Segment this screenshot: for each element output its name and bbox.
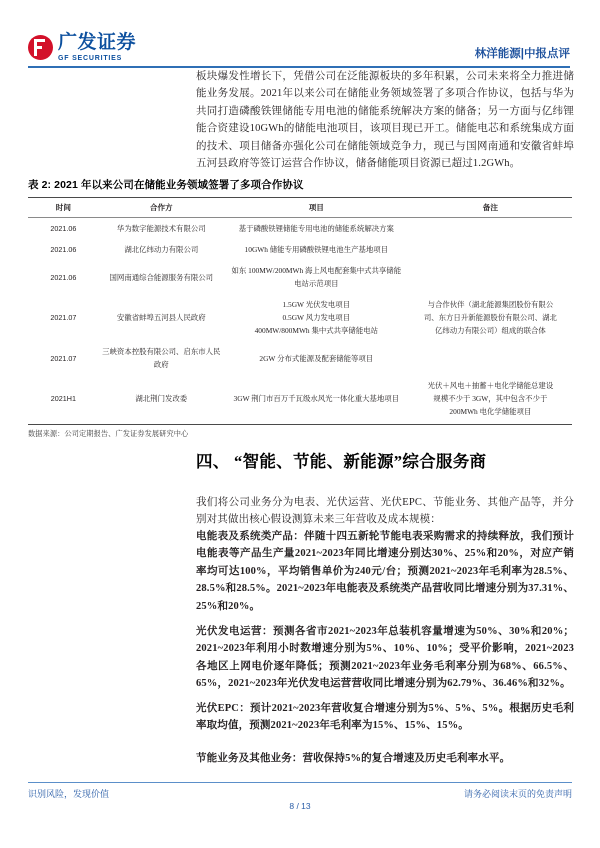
table-title: 表 2: 2021 年以来公司在储能业务领域签署了多项合作协议: [28, 179, 304, 191]
energy-saving-block: [196, 750, 574, 767]
table-row: [28, 375, 572, 424]
cell-remark: [409, 294, 572, 341]
table-header-row: [28, 198, 572, 218]
cell-time: 2021.07: [50, 313, 77, 322]
cell-remark-line: 200MWh 电化学储能项目: [449, 407, 532, 416]
cell-remark-line: 规模不少于 3GW，其中包含不少于: [433, 394, 548, 403]
cell-remark: [409, 218, 572, 240]
pv-epc-paragraph: [196, 700, 574, 735]
cell-party-line: 国网南通综合能源服务有限公司: [109, 272, 214, 282]
cell-project: [224, 294, 409, 341]
column-header-remark: 备注: [409, 198, 572, 218]
cell-remark: [409, 260, 572, 294]
meter-products-paragraph: [196, 528, 574, 615]
cell-project-line: 400MW/800MWh 集中式共享储能电站: [254, 326, 378, 335]
cell-project: [224, 239, 409, 260]
cell-project-line: 10GWh 储能专用磷酸铁锂电池生产基地项目: [244, 245, 389, 254]
table-row: [28, 294, 572, 341]
cell-project-lines: [227, 243, 406, 256]
brand-logo: [28, 33, 136, 62]
pv-operations-label: 光伏发电运营: [196, 626, 263, 637]
cell-time: 2021.06: [50, 224, 77, 233]
cell-party-line: 湖北荆门发改委: [135, 394, 188, 403]
table-source-note: 数据来源：公司定期报告、广发证券发展研究中心: [28, 430, 189, 438]
table-row: [28, 218, 572, 240]
pv-operations-block: [196, 623, 574, 693]
agreements-table: [28, 197, 572, 424]
top-paragraph-text: 板块爆发性增长下，凭借公司在泛能源板块的多年积累，公司未来将全力推进储能业务发展。2021年以来公司在储能业务领域签署了多项合作协议，包括与华为共同打造磷酸铁锂储能专用电池的储能系统解决方案的储备；另一方面与亿纬锂能合资建设10GWh的储能电池项目，该项目现已开工。储能电芯和系统集成方面的技术、项目储备亦强化公司在储能领域竞争力，现已与国网南通和安徽省蚌埠五河县政府等签订运营合作协议，储备储能项目资源已超过1.2GWh。: [196, 71, 574, 170]
cell-project-line: 如东 100MW/200MWh 海上风电配套集中式共享储能: [231, 266, 402, 275]
pv-epc-text: ：预计2021~2023年营收复合增速分别为5%、5%、5%。根据历史毛利率取均值，预测2021~2023年毛利率为15%、15%、15%。: [196, 703, 575, 732]
table-body: [28, 218, 572, 425]
table-row: [28, 239, 572, 260]
table-header: [28, 198, 572, 218]
pv-epc-label: 光伏EPC: [196, 703, 240, 714]
cell-remark-lines: [412, 379, 569, 418]
lead-paragraph-text: 我们将公司业务分为电表、光伏运营、光伏EPC、节能业务、其他产品等，并分别对其做出核心假设测算未来三年营收及成本规模：: [196, 497, 574, 526]
pv-operations-paragraph: [196, 623, 574, 693]
cell-time: 2021.06: [50, 272, 77, 282]
lead-paragraph-block: [196, 494, 574, 529]
energy-saving-text: ：营收保持5%的复合增速及历史毛利率水平。: [291, 753, 511, 764]
cell-project-lines: [227, 392, 406, 405]
cell-project-line: 2GW 分布式能源及配套储能等项目: [259, 353, 374, 363]
column-header-time: 时间: [28, 198, 99, 218]
report-header-label: 林洋能源|中报点评: [474, 48, 570, 60]
cell-project: [224, 260, 409, 294]
page-number: 8 / 13: [289, 801, 311, 811]
cell-party: [99, 341, 224, 375]
cell-party: [99, 375, 224, 424]
cell-party-lines: [102, 311, 221, 324]
top-paragraph-block: [196, 68, 574, 172]
cell-party: [99, 218, 224, 240]
section-heading: 四、 “智能、节能、新能源”综合服务商: [196, 452, 487, 471]
cell-party-line: 政府: [153, 360, 169, 369]
page-header: [0, 0, 600, 70]
cell-party: [99, 260, 224, 294]
table-row: [28, 341, 572, 375]
gf-securities-logo-icon: [28, 35, 53, 60]
cell-project: [224, 341, 409, 375]
energy-saving-paragraph: [196, 750, 574, 767]
cell-project-line: 基于磷酸铁锂储能专用电池的储能系统解决方案: [238, 224, 394, 233]
table-row: [28, 260, 572, 294]
cell-remark: [409, 341, 572, 375]
cell-remark-line: 光伏＋风电＋抽蓄＋电化学储能总建设: [427, 381, 554, 390]
footer-slogan: 识别风险，发现价值: [28, 789, 110, 799]
cell-time: 2021H1: [50, 394, 76, 403]
meter-products-label: 电能表及系统类产品: [196, 531, 294, 542]
footer-disclaimer: 请务必阅读末页的免责声明: [463, 789, 572, 799]
cell-project-lines: [227, 264, 406, 290]
meter-products-block: [196, 528, 574, 615]
cell-party-line: 三峡资本控股有限公司、启东市人民: [102, 347, 221, 356]
cell-project-line: 电站示范项目: [294, 279, 339, 288]
cell-time: 2021.07: [50, 353, 77, 363]
column-header-project: 项目: [224, 198, 409, 218]
cell-party-lines: [102, 222, 221, 235]
footer-divider: [28, 782, 572, 783]
pv-epc-block: [196, 700, 574, 735]
cell-project-lines: [227, 298, 406, 337]
meter-products-text: ：伴随十四五新轮节能电表采购需求的持续释放，我们预计电能表等产品生产量2021~2023年同比增速分别达30%、25%和20%，对应产销率均可达100%，平均销售单价为240元/台；预测2021~2023年毛利率为28.5%、28.5%和28.5%。2021~2023年电能表及系统类产品营收同比增速分别为37.31%、25%和20%。: [196, 531, 574, 612]
cell-party-lines: [102, 345, 221, 371]
cell-remark-line: 亿纬动力有限公司）组成的联合体: [434, 326, 546, 335]
brand-name-en: GF SECURITIES: [58, 55, 123, 62]
cell-time: 2021.06: [50, 245, 77, 254]
cell-project: [224, 218, 409, 240]
cell-party-line: 湖北亿纬动力有限公司: [124, 245, 199, 254]
energy-saving-label: 节能业务及其他业务: [196, 753, 292, 764]
cell-remark: [409, 239, 572, 260]
cell-project-line: 1.5GW 光伏发电项目: [282, 300, 351, 309]
cell-party-lines: [102, 392, 221, 405]
agreements-table-block: [28, 177, 572, 439]
cell-party: [99, 239, 224, 260]
cell-remark-lines: [412, 298, 569, 337]
cell-project-lines: [227, 222, 406, 235]
cell-project-line: 3GW 荆门市百万千瓦级水风光一体化重大基地项目: [233, 394, 400, 403]
cell-project: [224, 375, 409, 424]
cell-party-lines: [102, 243, 221, 256]
cell-party: [99, 294, 224, 341]
cell-party-lines: [102, 271, 221, 284]
brand-logo-text: [58, 33, 136, 62]
cell-project-lines: [227, 352, 406, 365]
cell-party-line: 华为数字能源技术有限公司: [116, 224, 206, 233]
cell-remark-line: 与合作伙伴（湖北能源集团股份有限公: [427, 300, 554, 309]
cell-project-line: 0.5GW 风力发电项目: [282, 313, 351, 322]
brand-name-cn: 广发证券: [58, 32, 137, 53]
cell-remark-line: 司、东方日升新能源股份有限公司、湖北: [423, 313, 557, 322]
column-header-party: 合作方: [99, 198, 224, 218]
pv-operations-text: ：预测各省市2021~2023年总装机容量增速为50%、30%和20%；2021~2023年利用小时数增速分别为5%、10%、10%；受平价影响，2021~2023各地区上网电价逐年降低；预测2021~2023年业务毛利率分别为68%、66.5%、65%，2021~2023年光伏发电运营营收同比增速分别为62.79%、36.46%和32%。: [196, 626, 574, 690]
cell-remark: [409, 375, 572, 424]
cell-party-line: 安徽省蚌埠五河县人民政府: [116, 313, 206, 322]
